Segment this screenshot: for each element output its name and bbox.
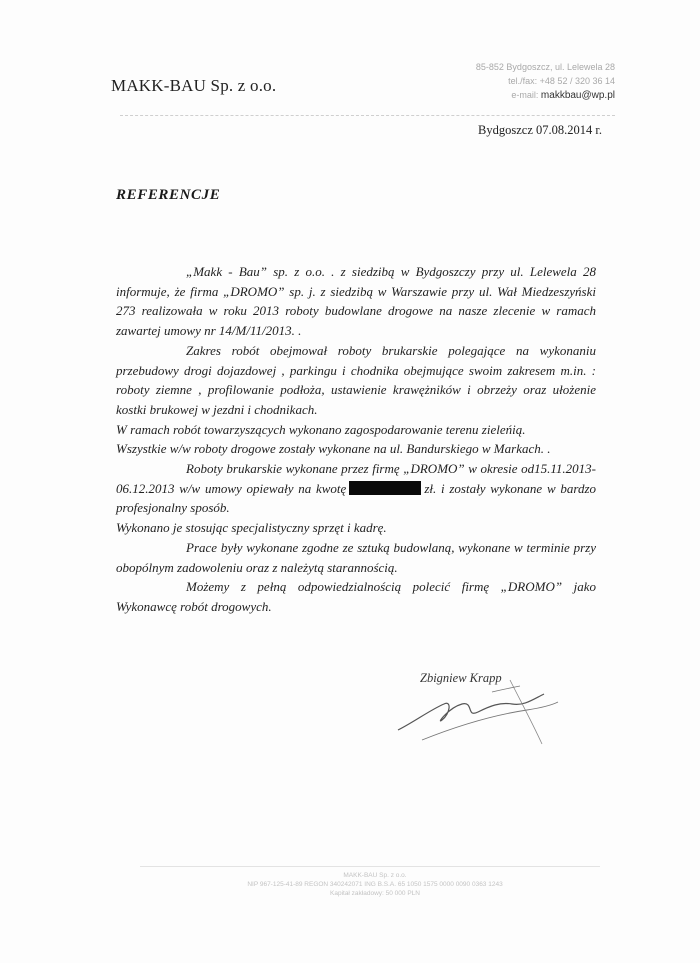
signer-name: Zbigniew Krapp	[420, 671, 502, 685]
paragraph-additional-work: W ramach robót towarzyszących wykonano zagospodarowanie terenu zieleńią.	[116, 421, 526, 437]
letterhead-footer	[150, 871, 600, 898]
footer-registration: NIP 967-125-41-89 REGON 340242071 ING B.S.A. 65 1050 1575 0000 0090 0363 1243	[247, 881, 503, 888]
paragraph-intro: „Makk - Bau” sp. z o.o. . z siedzibą w Bydgoszczy przy ul. Lelewela 28 informuje, że firma „DROMO” sp. j. z siedzibą w Warszawie przy ul. Wał Miedzeszyński 273 realizowała w roku 2013 roboty budowlane drogowe na nasze zlecenie w ramach zawartej umowy nr 14/M/11/2013. .	[116, 264, 596, 339]
paragraph-value	[116, 459, 596, 518]
email-label: e-mail:	[511, 90, 539, 100]
paragraph-location: Wszystkie w/w roboty drogowe zostały wykonane na ul. Bandurskiego w Markach. .	[116, 441, 551, 457]
header-divider	[120, 115, 615, 116]
contact-block	[405, 60, 615, 103]
paragraph-value-end: zł. i zostały wykonane w bardzo profesjonalny sposób.	[116, 480, 597, 516]
email-link[interactable]: makkbau@wp.pl	[540, 90, 615, 101]
footer-capital: Kapitał zakładowy: 50 000 PLN	[330, 890, 420, 897]
letter-title: REFERENCJE	[116, 187, 221, 203]
footer-company: MAKK-BAU Sp. z o.o.	[343, 872, 407, 879]
company-phone: tel./fax: +48 52 / 320 36 14	[508, 76, 615, 86]
paragraph-value-start: Roboty brukarskie wykonane przez firmę „DROMO” w okresie od15.11.2013- 06.12.2013 w/w umowy opiewały na kwotę	[116, 461, 596, 496]
company-email-row	[405, 88, 615, 103]
company-name: MAKK-BAU Sp. z o.o.	[111, 76, 277, 95]
letter-date: Bydgoszcz 07.08.2014 r.	[478, 123, 602, 137]
handwritten-signature	[392, 670, 562, 750]
footer-divider	[140, 866, 600, 867]
paragraph-recommendation: Możemy z pełną odpowiedzialnością polecić firmę „DROMO” jako Wykonawcę robót drogowych.	[116, 579, 596, 614]
letter-body	[116, 262, 596, 617]
company-address: 85-852 Bydgoszcz, ul. Lelewela 28	[475, 62, 615, 72]
paragraph-quality: Prace były wykonane zgodne ze sztuką budowlaną, wykonane w terminie przy obopólnym zadowoleniu oraz z należytą starannością.	[116, 539, 596, 575]
paragraph-equipment: Wykonano je stosując specjalistyczny sprzęt i kadrę.	[116, 520, 387, 536]
paragraph-scope: Zakres robót obejmował roboty brukarskie polegające na wykonaniu przebudowy drogi dojazdowej , parkingu i chodnika obejmujące swoim zakresem m.in. : roboty ziemne , profilowanie podłoża, ustawienie krawężników i obrzeży oraz ułożenie kostki brukowej w jezdni i chodnikach.	[116, 342, 596, 417]
redacted-amount	[349, 481, 421, 495]
